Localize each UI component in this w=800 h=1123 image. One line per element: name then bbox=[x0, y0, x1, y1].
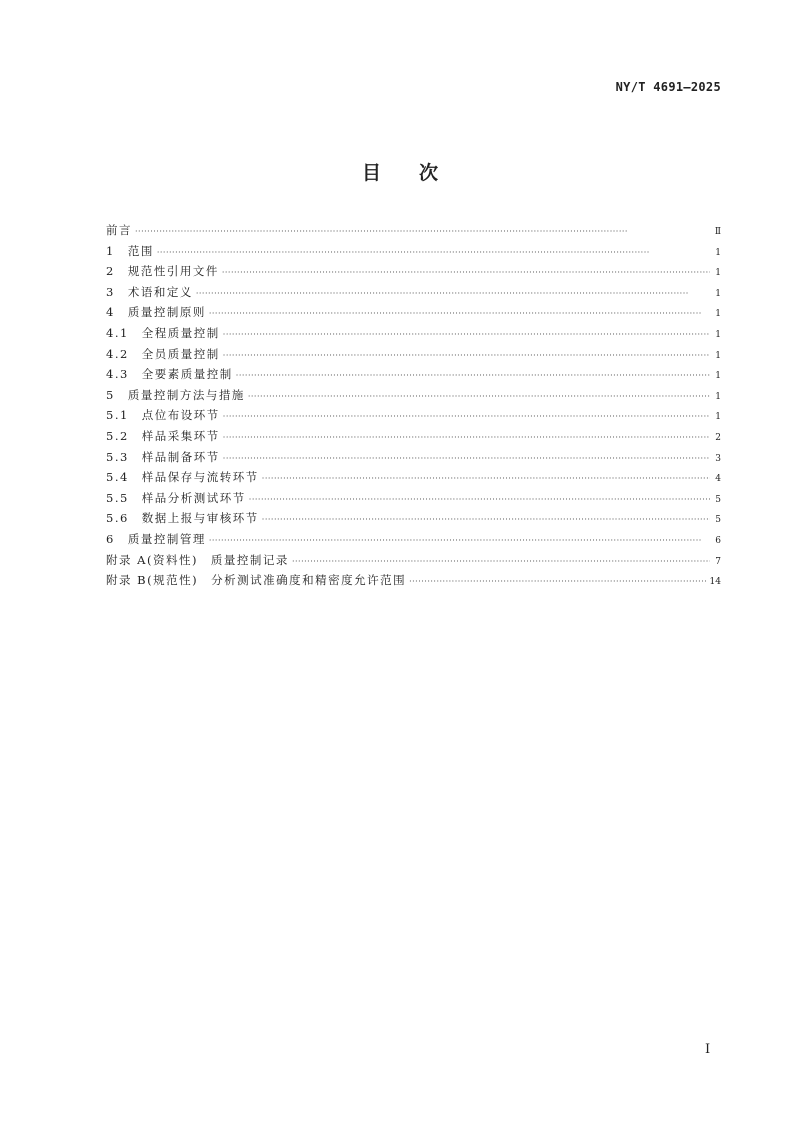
dot-leader bbox=[248, 387, 710, 408]
toc-entry-page: 1 bbox=[715, 309, 721, 320]
dot-leader bbox=[262, 469, 710, 490]
toc-entry-label: 5.5 样品分析测试环节 bbox=[106, 490, 246, 505]
toc-entry-label: 1 范围 bbox=[106, 243, 154, 258]
toc-entry[interactable] bbox=[106, 570, 721, 591]
dot-leader bbox=[236, 366, 710, 387]
dot-leader bbox=[135, 222, 710, 243]
toc-entry-page: 1 bbox=[715, 288, 721, 299]
standard-code: NY/T 4691—2025 bbox=[615, 80, 721, 94]
dot-leader bbox=[262, 510, 710, 531]
dot-leader bbox=[292, 552, 710, 573]
toc-entry[interactable] bbox=[106, 344, 721, 365]
toc-entry[interactable] bbox=[106, 385, 721, 406]
toc-entry-label: 4 质量控制原则 bbox=[106, 305, 206, 320]
toc-entry-label: 附录 B(规范性) 分析测试准确度和精密度允许范围 bbox=[106, 573, 407, 588]
dot-leader bbox=[223, 346, 710, 367]
toc-entry-page: 1 bbox=[715, 268, 721, 279]
toc-entry-page: 7 bbox=[715, 556, 721, 567]
toc-entry-page: 1 bbox=[715, 391, 721, 402]
toc-entry-label: 5.1 点位布设环节 bbox=[106, 408, 220, 423]
toc-entry[interactable] bbox=[106, 282, 721, 303]
dot-leader bbox=[222, 263, 710, 284]
dot-leader bbox=[223, 325, 710, 346]
toc-entry-page: 14 bbox=[709, 577, 721, 588]
toc-entry[interactable] bbox=[106, 302, 721, 323]
toc-entry-page: 1 bbox=[715, 247, 721, 258]
toc-entry[interactable] bbox=[106, 488, 721, 509]
toc-entry[interactable] bbox=[106, 508, 721, 529]
toc-entry[interactable] bbox=[106, 447, 721, 468]
toc-entry[interactable] bbox=[106, 550, 721, 571]
toc-entry-label: 3 术语和定义 bbox=[106, 284, 193, 299]
page-title: 目 次 bbox=[361, 162, 438, 184]
toc-entry-page: 5 bbox=[715, 494, 721, 505]
toc-entry[interactable] bbox=[106, 261, 721, 282]
dot-leader bbox=[223, 407, 710, 428]
toc-entry-label: 5 质量控制方法与措施 bbox=[106, 387, 245, 402]
table-of-contents bbox=[106, 220, 721, 591]
toc-entry-label: 附录 A(资料性) 质量控制记录 bbox=[106, 552, 289, 567]
toc-entry[interactable] bbox=[106, 426, 721, 447]
toc-entry-page: 3 bbox=[715, 453, 721, 464]
dot-leader bbox=[209, 531, 710, 552]
toc-entry[interactable] bbox=[106, 241, 721, 262]
page-number: I bbox=[705, 1042, 711, 1057]
dot-leader bbox=[209, 304, 710, 325]
toc-entry-page: Ⅱ bbox=[714, 227, 721, 237]
toc-entry[interactable] bbox=[106, 529, 721, 550]
dot-leader bbox=[223, 428, 710, 449]
dot-leader bbox=[409, 572, 706, 593]
toc-entry-label: 4.3 全要素质量控制 bbox=[106, 367, 233, 382]
toc-entry-page: 1 bbox=[715, 329, 721, 340]
toc-entry-label: 4.1 全程质量控制 bbox=[106, 325, 220, 340]
toc-entry[interactable] bbox=[106, 467, 721, 488]
toc-entry-label: 5.2 样品采集环节 bbox=[106, 428, 220, 443]
dot-leader bbox=[157, 243, 710, 264]
toc-entry-page: 6 bbox=[715, 535, 721, 546]
toc-entry[interactable] bbox=[106, 364, 721, 385]
toc-entry-label: 4.2 全员质量控制 bbox=[106, 346, 220, 361]
toc-entry-page: 1 bbox=[715, 350, 721, 361]
toc-entry[interactable] bbox=[106, 323, 721, 344]
toc-entry-page: 4 bbox=[715, 474, 721, 485]
toc-entry-label: 5.4 样品保存与流转环节 bbox=[106, 470, 259, 485]
dot-leader bbox=[196, 284, 710, 305]
toc-entry[interactable] bbox=[106, 405, 721, 426]
toc-entry-page: 1 bbox=[715, 412, 721, 423]
toc-entry[interactable] bbox=[106, 220, 721, 241]
dot-leader bbox=[249, 490, 710, 511]
dot-leader bbox=[223, 449, 710, 470]
toc-entry-label: 2 规范性引用文件 bbox=[106, 264, 219, 279]
toc-entry-page: 1 bbox=[715, 371, 721, 382]
toc-entry-page: 5 bbox=[715, 515, 721, 526]
toc-entry-page: 2 bbox=[715, 432, 721, 443]
toc-entry-label: 5.6 数据上报与审核环节 bbox=[106, 511, 259, 526]
toc-entry-label: 6 质量控制管理 bbox=[106, 531, 206, 546]
toc-entry-label: 5.3 样品制备环节 bbox=[106, 449, 220, 464]
toc-entry-label: 前言 bbox=[106, 223, 132, 237]
